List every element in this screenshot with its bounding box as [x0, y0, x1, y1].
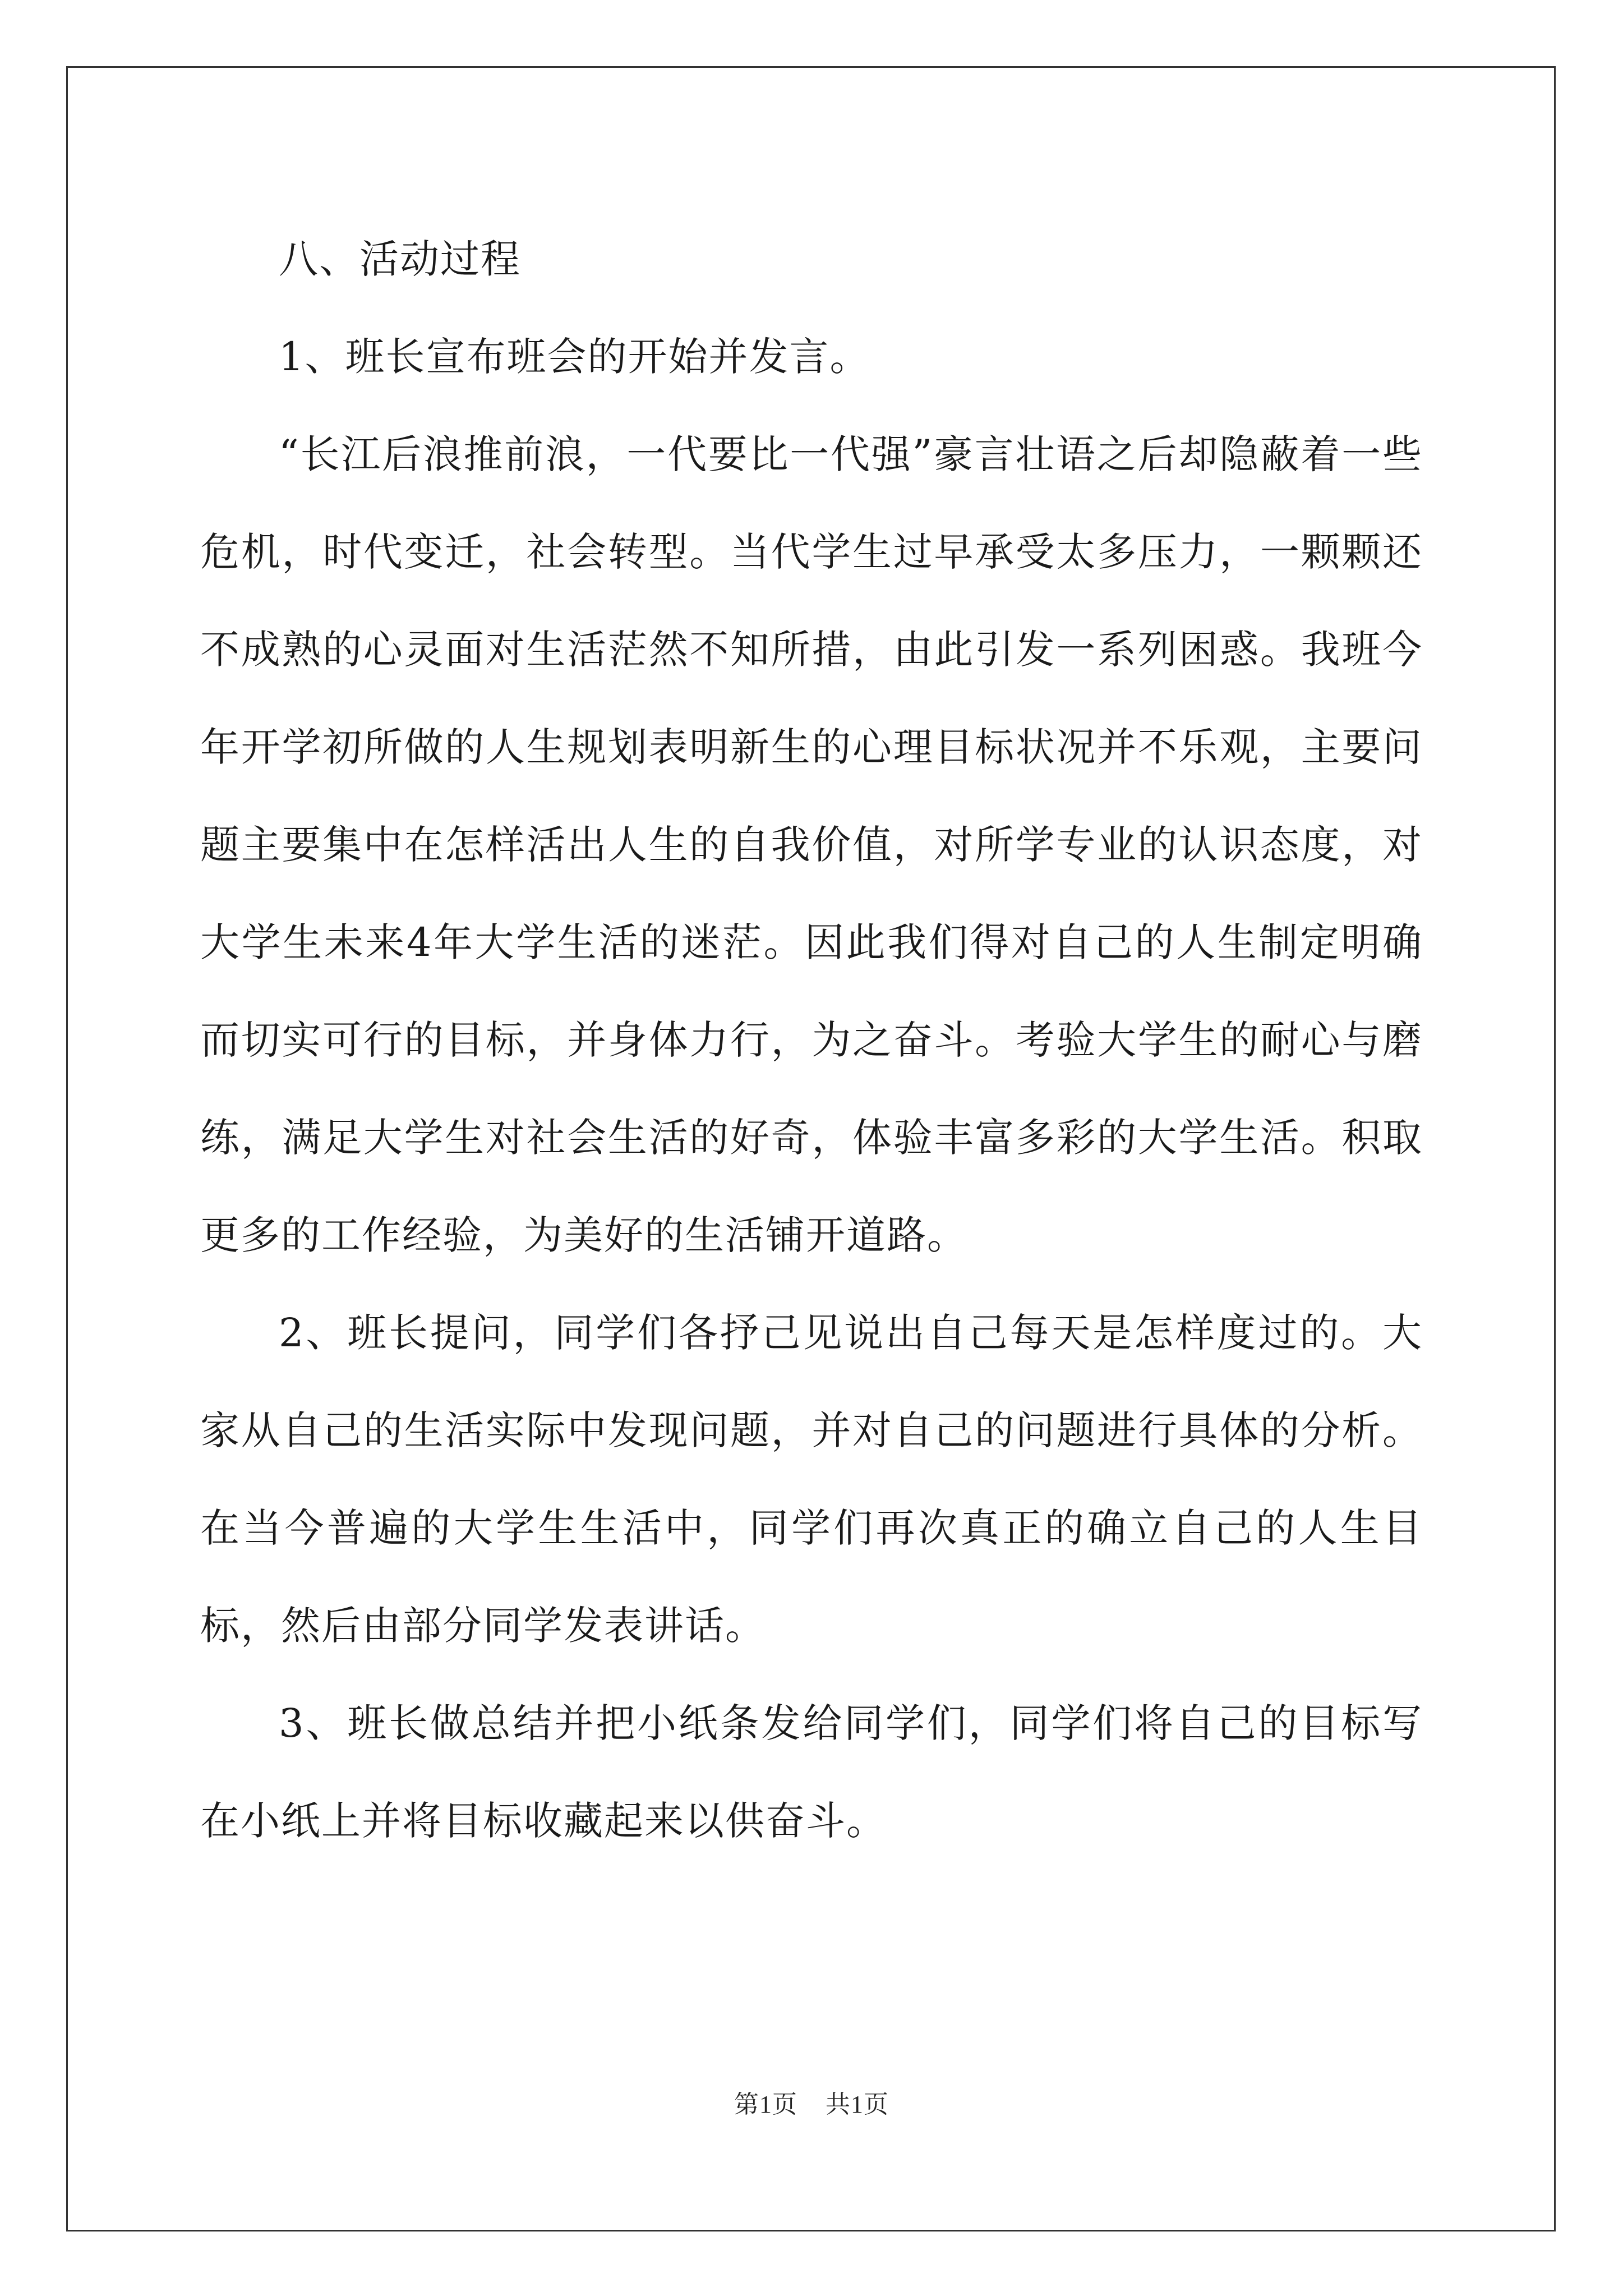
paragraph-background: “长江后浪推前浪，一代要比一代强”豪言壮语之后却隐蔽着一些危机，时代变迁，社会转型。当代学生过早承受太多压力，一颗颗还不成熟的心灵面对生活茫然不知所措，由此引发一系列困惑。我班今年开学初所做的人生规划表明新生的心理目标状况并不乐观，主要问题主要集中在怎样活出人生的自我价值，对所学专业的认识态度，对大学生未来4年大学生活的迷茫。因此我们得对自己的人生制定明确而切实可行的目标，并身体力行，为之奋斗。考验大学生的耐心与磨练，满足大学生对社会生活的好奇，体验丰富多彩的大学生活。积取更多的工作经验，为美好的生活铺开道路。	[200, 431, 1423, 1258]
document-body	[200, 210, 1423, 1870]
paragraph-step-3: 3、班长做总结并把小纸条发给同学们，同学们将自己的目标写在小纸上并将目标收藏起来以供奋斗。	[200, 1700, 1423, 1844]
page-total: 共1页	[826, 2091, 889, 2118]
section-heading: 八、活动过程	[279, 236, 521, 282]
paragraph-step-2: 2、班长提问，同学们各抒己见说出自己每天是怎样度过的。大家从自己的生活实际中发现问题，并对自己的问题进行具体的分析。在当今普遍的大学生生活中，同学们再次真正的确立自己的人生目标，然后由部分同学发表讲话。	[200, 1310, 1423, 1649]
paragraph-step-1: 1、班长宣布班会的开始并发言。	[279, 334, 870, 380]
page-number: 第1页	[734, 2091, 797, 2118]
page-footer	[0, 2084, 1623, 2120]
